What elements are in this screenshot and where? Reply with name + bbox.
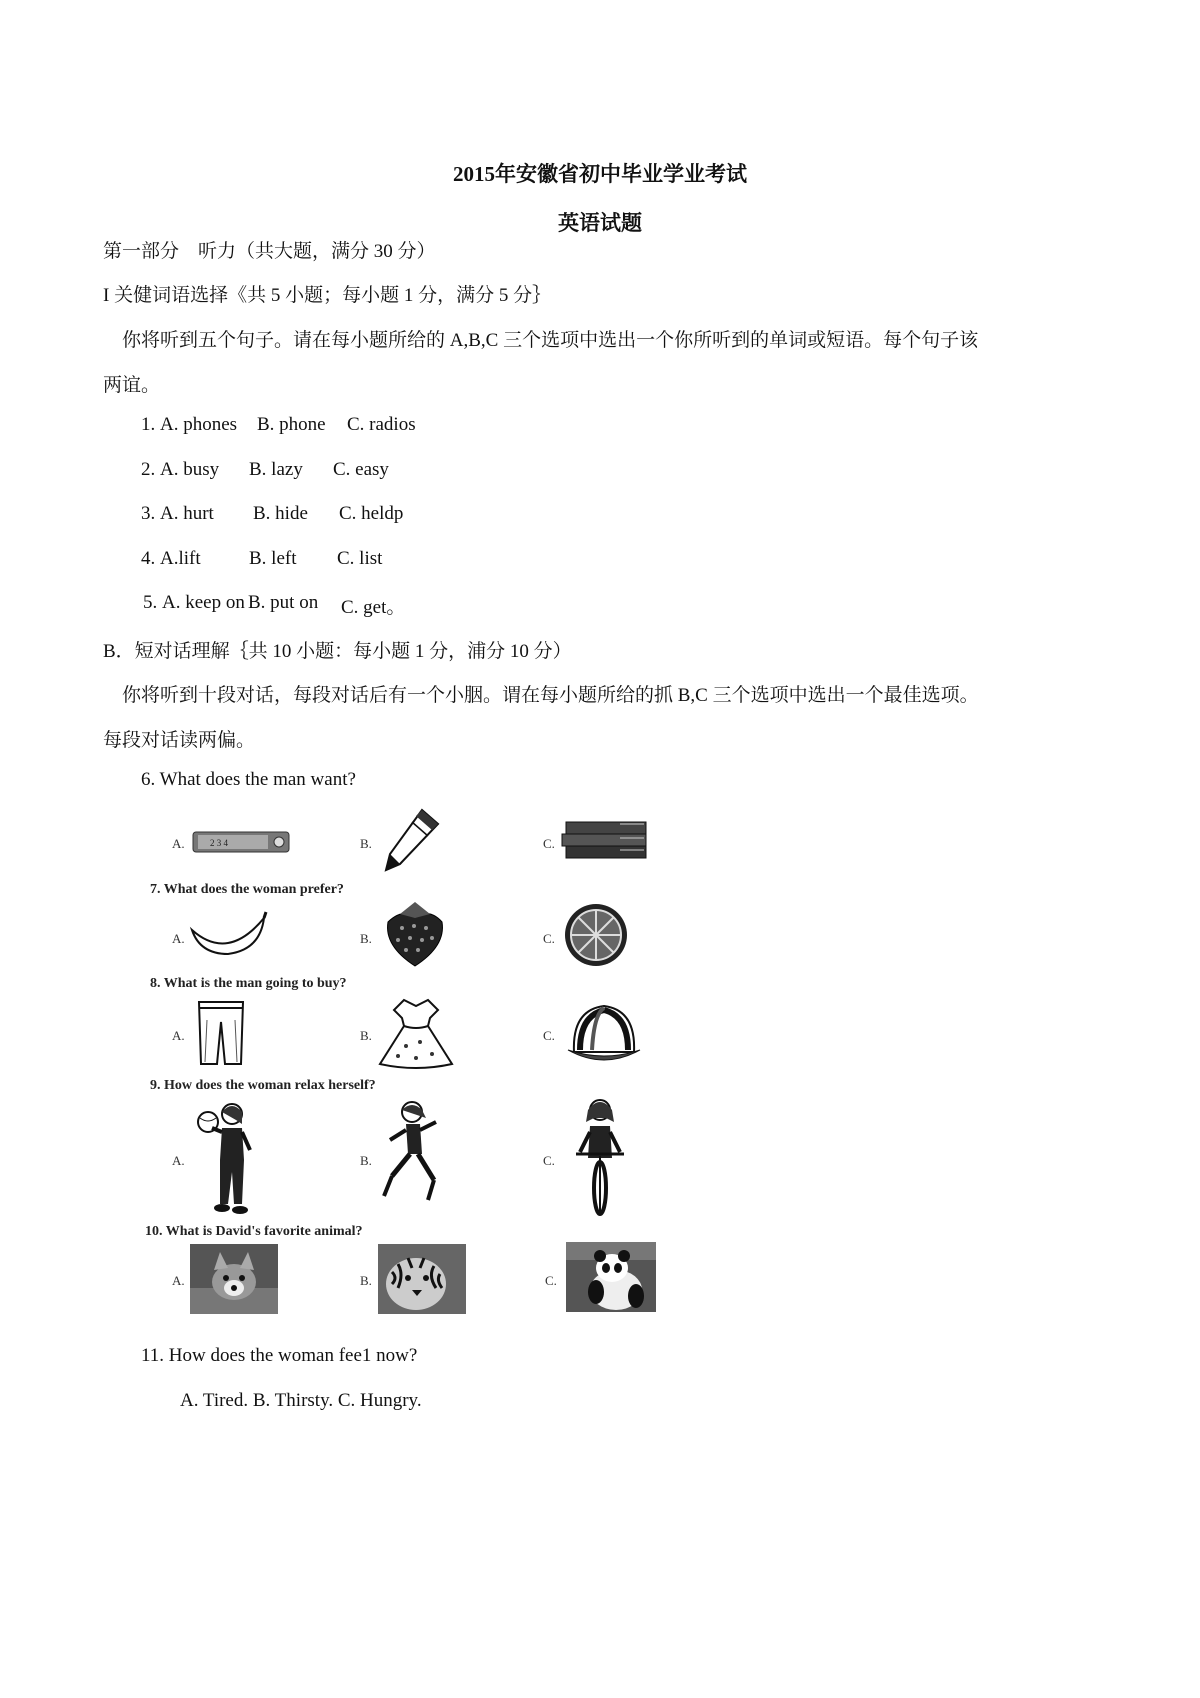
banana-icon <box>188 910 268 960</box>
option-b: B. left <box>249 548 297 569</box>
option-b: B. put on <box>248 592 319 613</box>
option-b: B. phone <box>257 414 326 435</box>
choice-b-label: B. <box>360 1028 372 1043</box>
choice-a-label: A. <box>172 1028 185 1043</box>
question-number: 4. <box>141 548 156 569</box>
orange-icon <box>563 902 629 968</box>
choice-c-label: C. <box>543 836 555 851</box>
option-a: A.lift <box>160 548 201 569</box>
part1-heading: 第一部分 听力（共大题，满分 30 分） <box>103 241 436 262</box>
question-2 <box>141 459 389 481</box>
choice-a-label: A. <box>172 836 185 851</box>
question-4 <box>141 548 383 570</box>
sectionA-instruction-line1: 你将听到五个句子。请在每小题所给的 A,B,C 三个选项中选出一个你所听到的单词或短语。每个句子该 <box>122 330 979 351</box>
ruler-marks: 2 3 4 <box>210 838 228 848</box>
ruler-icon <box>192 830 292 856</box>
sectionB-heading: B．短对话理解｛共 10 小题：每小题 1 分，浦分 10 分） <box>103 641 572 662</box>
question-7: 7. What does the woman prefer? <box>150 882 344 897</box>
choice-b-label: B. <box>360 1273 372 1288</box>
question-11-options: A. Tired. B. Thirsty. C. Hungry. <box>180 1390 422 1411</box>
sectionB-instruction-line2: 每段对话读两偏。 <box>103 730 256 751</box>
option-b: B. lazy <box>249 459 303 480</box>
choice-a-label: A. <box>172 931 185 946</box>
question-10: 10. What is David's favorite animal? <box>145 1224 363 1239</box>
running-girl-icon <box>378 1100 448 1206</box>
strawberry-icon <box>380 900 450 970</box>
option-c: C. list <box>337 548 383 569</box>
choice-b-label: B. <box>360 1153 372 1168</box>
question-number: 5. <box>143 592 158 613</box>
question-11: 11. How does the woman fee1 now? <box>141 1345 418 1366</box>
exam-subtitle: 英语试题 <box>558 211 642 235</box>
question-number: 2. <box>141 459 156 480</box>
dog-photo <box>190 1244 278 1314</box>
choice-b-label: B. <box>360 836 372 851</box>
choice-c-label: C. <box>543 1153 555 1168</box>
option-c: C. easy <box>333 459 389 480</box>
option-a: A. busy <box>160 459 220 480</box>
pencil-icon <box>382 806 442 876</box>
question-1 <box>141 414 416 436</box>
tiger-photo <box>378 1244 466 1314</box>
option-a: A. phones <box>160 414 238 435</box>
choice-a-label: A. <box>172 1153 185 1168</box>
sectionA-instruction-line2: 两谊。 <box>103 375 161 396</box>
choice-a-label: A. <box>172 1273 185 1288</box>
question-number: 1. <box>141 414 156 435</box>
panda-photo <box>566 1242 656 1312</box>
sectionB-instruction-line1: 你将听到十段对话，每段对话后有一个小胭。谓在每小题所给的抓 B,C 三个选项中选出一个最佳选项。 <box>122 685 979 706</box>
volleyball-girl-icon <box>196 1100 260 1216</box>
option-c: C. heldp <box>339 503 404 524</box>
option-b: B. hide <box>253 503 308 524</box>
option-a: A. keep on <box>162 592 245 613</box>
question-3 <box>141 503 404 525</box>
dress-icon <box>376 996 456 1070</box>
question-9: 9. How does the woman relax herself? <box>150 1078 376 1093</box>
question-number: 3. <box>141 503 156 524</box>
question-6: 6. What does the man want? <box>141 769 356 790</box>
trousers-icon <box>195 1000 247 1066</box>
books-icon <box>560 818 650 864</box>
option-a: A. hurt <box>160 503 214 524</box>
option-c: C. radios <box>347 414 416 435</box>
choice-b-label: B. <box>360 931 372 946</box>
option-c: C. get。 <box>341 597 406 618</box>
exam-title: 2015年安徽省初中毕业学业考试 <box>453 162 747 186</box>
hat-icon <box>564 1000 644 1068</box>
question-5 <box>143 592 406 618</box>
question-8: 8. What is the man going to buy? <box>150 976 347 991</box>
choice-c-label: C. <box>543 931 555 946</box>
sectionA-heading: I 关健词语选择《共 5 小题；每小题 1 分，满分 5 分｝ <box>103 285 552 306</box>
choice-c-label: C. <box>543 1028 555 1043</box>
cycling-girl-icon <box>566 1096 632 1220</box>
choice-c-label: C. <box>545 1273 557 1288</box>
